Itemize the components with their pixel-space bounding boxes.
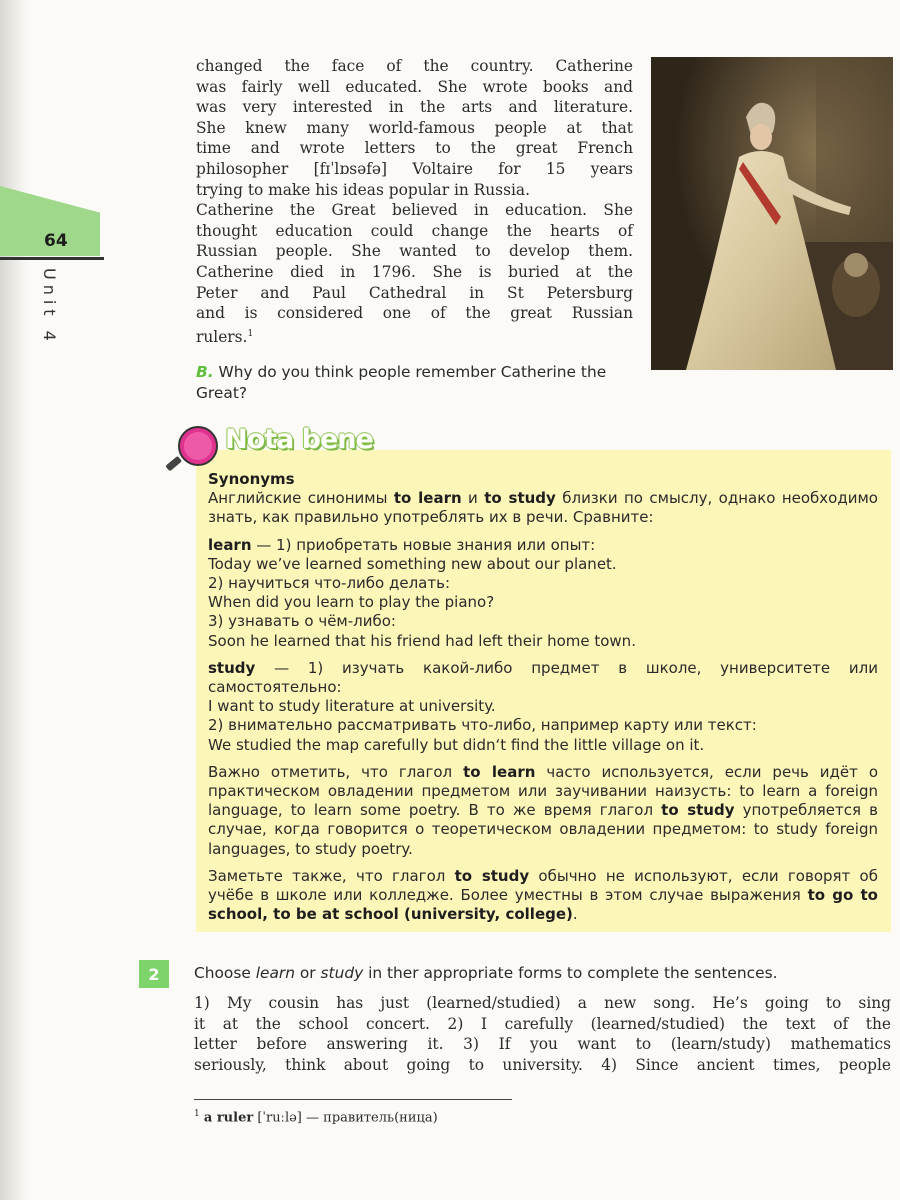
text-line: and is considered one of the great Russian xyxy=(196,304,633,323)
intro-paragraph xyxy=(208,489,878,527)
text-line: philosopher [fɪˈlɒsəfə] Voltaire for 15 years xyxy=(196,159,633,178)
portrait-painting xyxy=(651,57,893,370)
note-text: употребляется в случае, когда говорится о теоретическом овладении предметом: to study foreign languages, to study poetry. xyxy=(208,801,878,858)
synonyms-heading-text: Synonyms xyxy=(208,470,295,488)
learn-example-3: Soon he learned that his friend had left their home town. xyxy=(208,631,636,650)
footnote xyxy=(194,1109,438,1125)
catherine-portrait xyxy=(651,57,893,370)
study-definition-2: 2) внимательно рассматривать что-либо, например карту или текст: xyxy=(208,716,757,735)
discussion-question xyxy=(196,362,636,403)
note-text: часто используется, если речь идёт о практическом овладении предметом или заучивании наизусть: to learn a foreign language, to learn some poetry. В то же время глагол xyxy=(208,762,878,820)
instr-learn: learn xyxy=(255,964,295,982)
note-text: обычно не используют, если говорят об учёбе в школе или колледже. Более уместны в этом случае выражения xyxy=(208,866,878,905)
page-edge-shadow xyxy=(0,0,30,1200)
learn-definition-2: 2) научиться что-либо делать: xyxy=(208,574,450,593)
exercise-line: 1) My cousin has just (learned/studied) a new song. He’s going to sing xyxy=(194,994,891,1012)
text-line: time and wrote letters to the great French xyxy=(196,139,633,158)
note-term: to study xyxy=(454,866,530,885)
text-line: was fairly well educated. She wrote books and xyxy=(196,77,633,96)
text-line: trying to make his ideas popular in Russia. xyxy=(196,180,530,199)
intro-learn: to learn xyxy=(393,489,462,508)
text-line: She knew many world-famous people at that xyxy=(196,118,633,137)
footnote-mark: 1 xyxy=(194,1109,200,1119)
page-number-rule xyxy=(0,257,104,260)
page-number: 64 xyxy=(44,231,68,251)
learn-definition-3: 3) узнавать о чём-либо: xyxy=(208,612,396,631)
exercise-sentences xyxy=(194,993,891,1075)
intro-text: близки по смыслу, однако необходимо знать, как правильно употреблять их в речи. Сравните: xyxy=(208,489,878,527)
text-line: Catherine the Great believed in education. She xyxy=(196,201,633,220)
note-term: to learn xyxy=(463,762,536,781)
text-line: Peter and Paul Cathedral in St Petersburg xyxy=(196,283,633,302)
note-term: to study xyxy=(661,801,735,820)
exercise-line: it at the school concert. 2) I carefully (learned/studied) the text of the xyxy=(194,1014,891,1033)
text-line: Catherine died in 1796. She is buried at the xyxy=(196,262,633,281)
exercise-instruction xyxy=(194,963,894,983)
usage-note-2 xyxy=(208,867,878,925)
instr-text: in ther appropriate forms to complete the sentences. xyxy=(363,964,778,982)
unit-label: Unit 4 xyxy=(40,268,59,346)
question-letter: B. xyxy=(196,363,214,381)
instr-text: Choose xyxy=(194,964,256,982)
nota-bene-content xyxy=(208,470,878,924)
intro-text: и xyxy=(461,489,485,508)
text-line: changed the face of the country. Catherine xyxy=(196,57,633,75)
footnote-translation: — правитель(ница) xyxy=(306,1110,438,1126)
note-text: Заметьте также, что глагол xyxy=(208,866,455,885)
instr-study: study xyxy=(320,964,364,982)
nota-bene-title: Nota bene xyxy=(225,424,373,455)
synonyms-heading xyxy=(208,470,878,489)
learn-example-2: When did you learn to play the piano? xyxy=(208,593,495,612)
text-line xyxy=(196,324,633,348)
learn-word: learn xyxy=(208,535,252,554)
intro-study: to study xyxy=(484,489,556,508)
exercise-line: seriously, think about going to university. 4) Since ancient times, people xyxy=(194,1055,891,1074)
text-line: was very interested in the arts and literature. xyxy=(196,98,633,117)
footnote-transcription: [ˈruːlə] xyxy=(257,1110,302,1126)
question-text: Why do you think people remember Catherine the Great? xyxy=(196,363,607,402)
footnote-rule xyxy=(194,1099,512,1100)
footnote-term: a ruler xyxy=(203,1110,254,1126)
text-line: Russian people. She wanted to develop them. xyxy=(196,242,633,261)
usage-note-1 xyxy=(208,763,878,859)
exercise-number-badge: 2 xyxy=(139,960,169,988)
reading-text xyxy=(196,56,633,347)
note-text: Важно отметить, что глагол xyxy=(208,762,464,781)
exercise-line: letter before answering it. 3) If you want to (learn/study) mathematics xyxy=(194,1035,891,1054)
note-text: . xyxy=(572,905,578,924)
text-line-end: rulers. xyxy=(196,327,248,346)
text-line: thought education could change the hearts of xyxy=(196,221,633,240)
study-example-1: I want to study literature at university. xyxy=(208,697,496,716)
study-definition-1 xyxy=(208,659,878,697)
study-example-2: We studied the map carefully but didn‘t find the little village on it. xyxy=(208,735,705,754)
intro-text: Английские синонимы xyxy=(208,489,394,508)
learn-definition-1 xyxy=(208,536,878,555)
footnote-marker: 1 xyxy=(247,328,254,339)
study-def-text: — 1) изучать какой-либо предмет в школе, университете или самостоятельно: xyxy=(208,658,878,697)
study-word: study xyxy=(208,658,256,677)
learn-example-1: Today we’ve learned something new about our planet. xyxy=(208,554,617,573)
learn-def-text: — 1) приобретать новые знания или опыт: xyxy=(251,535,596,554)
note-term: to go to school, to be at school (university, college) xyxy=(208,886,878,924)
instr-text: or xyxy=(294,964,321,982)
